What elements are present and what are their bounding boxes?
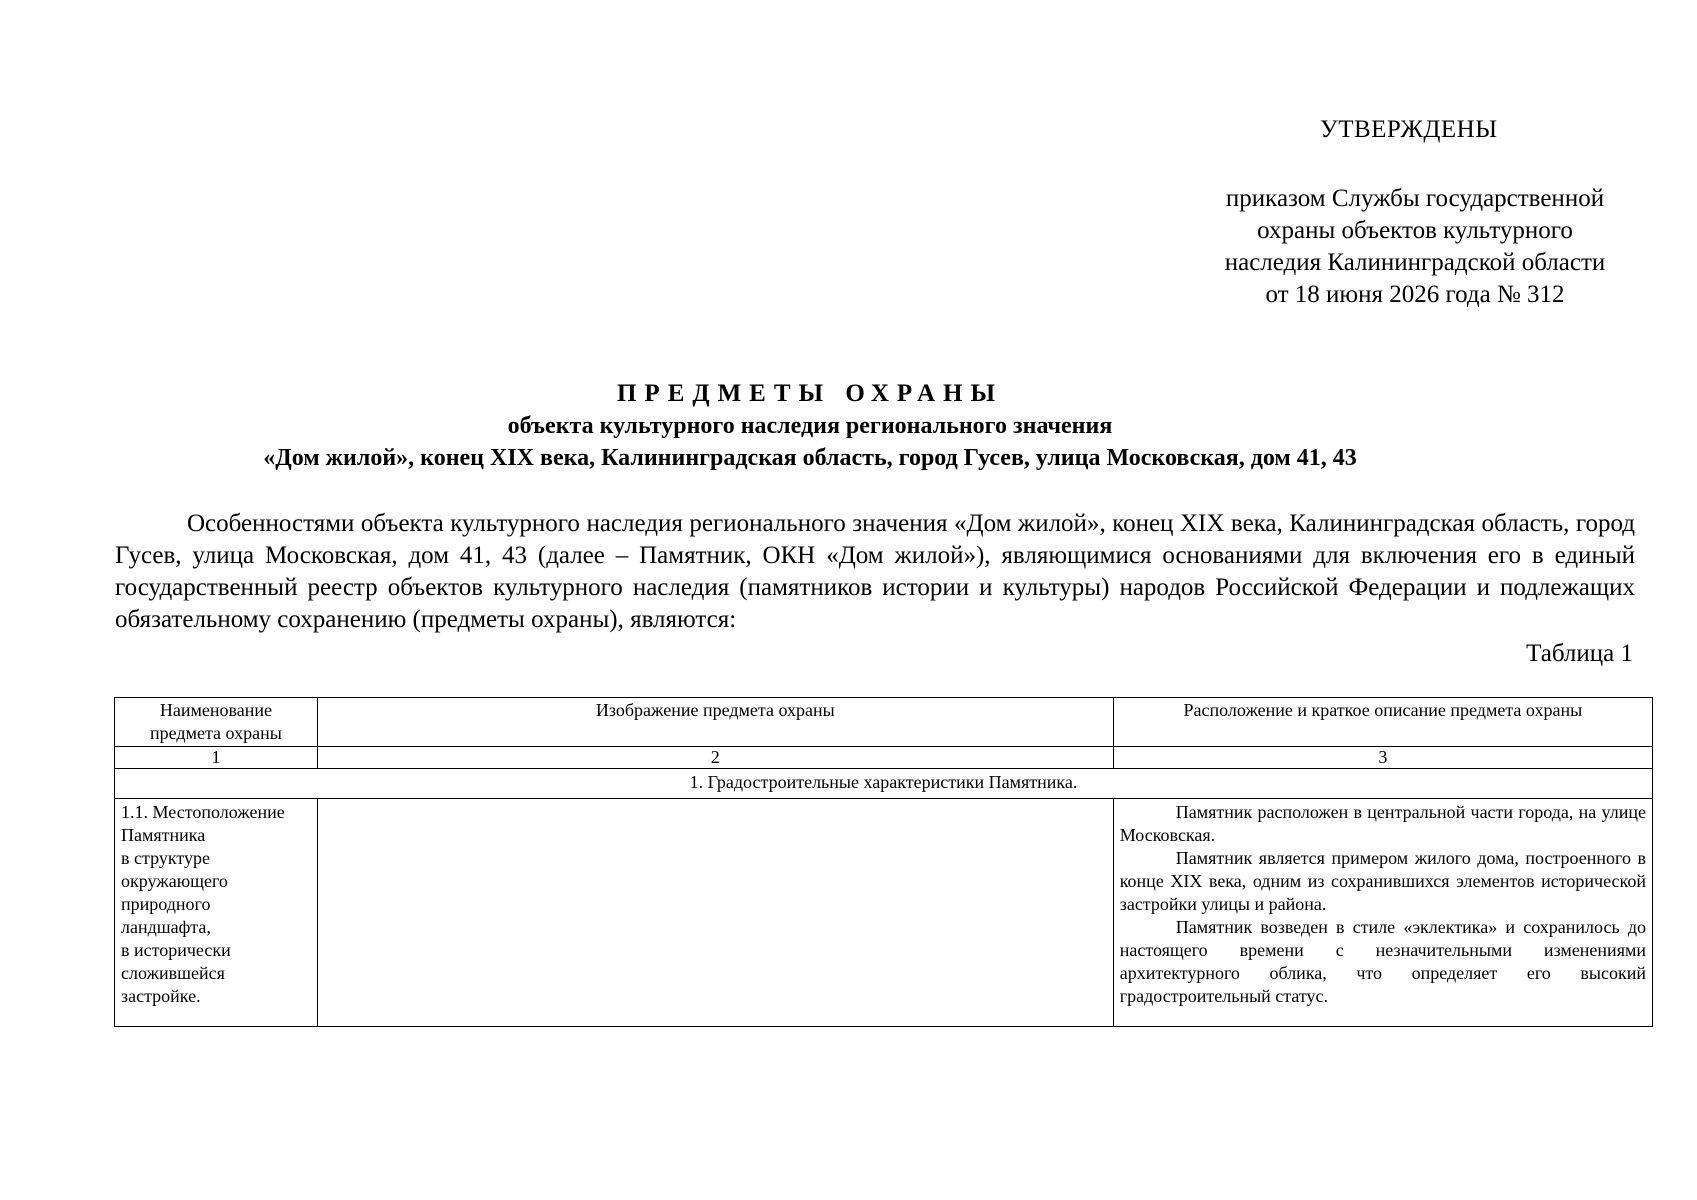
- description-paragraph: Памятник возведен в стиле «эклектика» и сохранилось до настоящего времени с незначительными изменениями архитектурного облика, что определяет его высокий градостроительный статус.: [1119, 917, 1646, 1006]
- section-title: 1. Градостроительные характеристики Памятника.: [115, 769, 1653, 799]
- approval-line: приказом Службы государственной: [1225, 185, 1605, 212]
- approval-line: от 18 июня 2026 года № 312: [1265, 281, 1565, 308]
- table-caption: Таблица 1: [1526, 640, 1633, 667]
- header-description: Расположение и краткое описание предмета охраны: [1113, 698, 1652, 747]
- intro-paragraph: Особенностями объекта культурного наследия регионального значения «Дом жилой», конец XIX века, Калининградская область, город Гусев, улица Московская, дом 41, 43 (далее – Памятник, ОКН «Дом жилой»), являющимися основаниями для включения его в единый государственный реестр объектов культурного наследия (памятников истории и культуры) народов Российской Федерации и подлежащих обязательному сохранению (предметы охраны), являются:: [115, 510, 1635, 633]
- document-heading: [200, 378, 1420, 474]
- column-number: 1: [115, 747, 318, 769]
- row-description-cell: [1113, 799, 1652, 1027]
- row-image-cell: [317, 799, 1113, 1027]
- description-paragraph: Памятник является примером жилого дома, построенного в конце XIX века, одним из сохранившихся элементов исторической застройки улицы и района.: [1119, 848, 1646, 914]
- row-name-line: застройке.: [121, 986, 201, 1006]
- header-name: [115, 698, 318, 747]
- approval-line: охраны объектов культурного: [1257, 217, 1573, 244]
- approval-title: УТВЕРЖДЕНЫ: [1320, 116, 1498, 143]
- column-number: 3: [1113, 747, 1652, 769]
- heading-line-2: «Дом жилой», конец XIX века, Калининградская область, город Гусев, улица Московская, дом 41, 43: [263, 445, 1357, 471]
- row-name-line: 1.1. Местоположение: [121, 802, 285, 822]
- heading-line-1: объекта культурного наследия регионального значения: [507, 413, 1113, 439]
- table-section-row: [115, 769, 1653, 799]
- row-name-line: Памятника: [121, 825, 206, 845]
- row-name-line: сложившейся: [121, 963, 225, 983]
- approval-line: наследия Калининградской области: [1224, 249, 1606, 276]
- approval-order: [1190, 183, 1640, 311]
- row-name-line: в структуре: [121, 848, 210, 868]
- table-number-row: [115, 747, 1653, 769]
- row-name-cell: [115, 799, 318, 1027]
- row-name-line: природного: [121, 894, 211, 914]
- protection-subjects-table: [114, 697, 1653, 1027]
- row-name-line: в исторически: [121, 940, 231, 960]
- heading-main: ПРЕДМЕТЫ ОХРАНЫ: [616, 380, 1003, 407]
- column-number: 2: [317, 747, 1113, 769]
- header-name-line: предмета охраны: [150, 723, 282, 743]
- table-header-row: [115, 698, 1653, 747]
- table-row: [115, 799, 1653, 1027]
- description-paragraph: Памятник расположен в центральной части города, на улице Московская.: [1119, 802, 1646, 845]
- row-name-line: ландшафта,: [121, 917, 211, 937]
- row-name-line: окружающего: [121, 871, 228, 891]
- header-name-line: Наименование: [159, 700, 272, 720]
- header-image: Изображение предмета охраны: [317, 698, 1113, 747]
